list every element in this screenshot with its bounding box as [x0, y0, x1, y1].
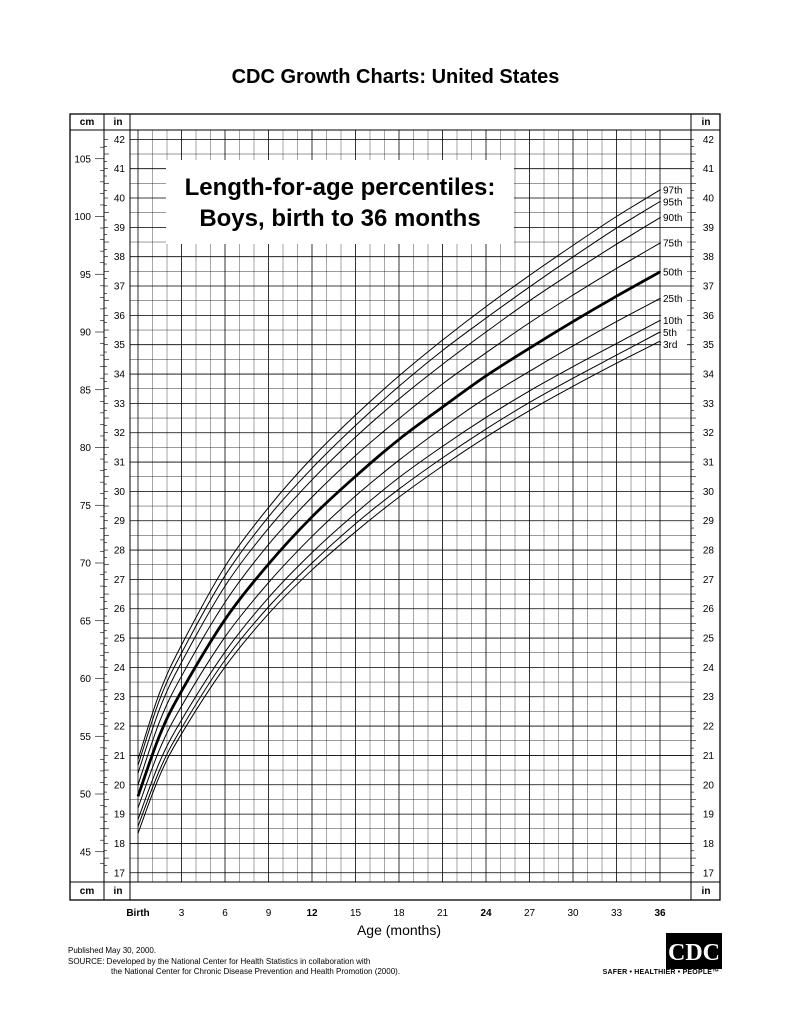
- inch-tick-label: 33: [113, 398, 125, 410]
- x-tick-label: 9: [265, 908, 272, 919]
- unit-label-cm-top: cm: [79, 117, 95, 128]
- inch-tick-label: 27: [113, 574, 125, 586]
- x-tick-label: 12: [306, 908, 318, 919]
- inch-tick-label-right: 22: [702, 721, 714, 733]
- percentile-label-25th: 25th: [663, 294, 683, 306]
- inch-tick-label-right: 30: [702, 486, 714, 498]
- inch-tick-label-right: 25: [702, 633, 714, 645]
- x-tick-label: 18: [393, 908, 405, 919]
- x-tick-label: 21: [436, 908, 449, 919]
- cm-tick-label: 45: [79, 847, 91, 859]
- x-tick-label: 15: [349, 908, 362, 919]
- percentile-label-10th: 10th: [663, 315, 683, 327]
- cm-tick-label: 55: [79, 731, 91, 743]
- cm-tick-label: 100: [74, 212, 91, 223]
- inch-tick-label: 38: [113, 252, 125, 264]
- unit-label-cm-bottom: cm: [79, 886, 95, 897]
- inch-tick-label: 42: [113, 134, 125, 146]
- inch-tick-label-right: 39: [702, 222, 714, 234]
- inch-tick-label-right: 36: [702, 310, 714, 322]
- inch-tick-label-right: 32: [702, 428, 714, 440]
- x-axis-label: Age (months): [356, 922, 442, 938]
- inch-tick-label: 26: [113, 604, 125, 616]
- inch-tick-label: 32: [113, 428, 125, 440]
- chart-title-box: [166, 160, 514, 244]
- cm-tick-label: 75: [79, 500, 91, 512]
- chart-title-line-2: Boys, birth to 36 months: [199, 205, 481, 232]
- cm-tick-label: 105: [74, 154, 91, 166]
- inch-tick-label: 37: [113, 281, 125, 293]
- inch-tick-label: 20: [113, 780, 125, 792]
- cdc-logo: [666, 933, 722, 969]
- inch-tick-label: 24: [113, 662, 125, 674]
- cdc-logo-text: CDC: [668, 940, 720, 966]
- percentile-label-75th: 75th: [663, 238, 683, 250]
- inch-tick-label-right: 28: [702, 545, 714, 557]
- footer-source: [68, 946, 400, 978]
- inch-tick-label-right: 17: [702, 868, 714, 880]
- inch-tick-label-right: 42: [702, 134, 714, 146]
- cm-tick-label: 60: [79, 674, 91, 685]
- unit-label-in-top: in: [113, 117, 123, 128]
- x-tick-label: 3: [178, 908, 185, 919]
- inch-tick-label: 18: [113, 838, 125, 850]
- cm-tick-label: 85: [79, 385, 91, 397]
- chart-title-line-1: Length-for-age percentiles:: [184, 174, 496, 201]
- inch-tick-label: 30: [113, 486, 125, 498]
- percentile-label-90th: 90th: [663, 213, 683, 225]
- cm-tick-label: 80: [79, 443, 91, 454]
- inch-tick-label-right: 40: [702, 193, 714, 205]
- cdc-tagline: SAFER • HEALTHIER • PEOPLE™: [602, 969, 720, 976]
- x-tick-label: 6: [222, 908, 228, 919]
- inch-tick-label: 35: [113, 340, 125, 352]
- unit-label-in-right-bottom: in: [701, 886, 711, 897]
- inch-tick-label-right: 41: [702, 164, 714, 176]
- inch-tick-label-right: 27: [702, 574, 714, 586]
- x-tick-label: 36: [654, 908, 666, 919]
- x-tick-label: 33: [610, 908, 623, 919]
- inch-tick-label-right: 18: [702, 838, 714, 850]
- x-tick-label: 24: [480, 908, 492, 919]
- inch-tick-label-right: 24: [702, 662, 714, 674]
- inch-tick-label: 40: [113, 193, 125, 205]
- inch-tick-label-right: 23: [702, 692, 714, 704]
- inch-tick-label: 22: [113, 721, 125, 733]
- inch-tick-label-right: 37: [702, 281, 714, 293]
- unit-label-in-right-top: in: [701, 117, 711, 128]
- inch-tick-label-right: 33: [702, 398, 714, 410]
- source-line-1: SOURCE: Developed by the National Center for Health Statistics in collaboration with: [68, 956, 371, 966]
- inch-tick-label-right: 21: [702, 750, 714, 762]
- inch-tick-label: 21: [113, 750, 125, 762]
- percentile-label-5th: 5th: [663, 327, 677, 339]
- cm-tick-label: 90: [79, 327, 91, 339]
- x-tick-label: 30: [567, 908, 579, 919]
- inch-tick-label-right: 26: [702, 604, 714, 616]
- percentile-label-95th: 95th: [663, 197, 683, 209]
- unit-label-in-bottom: in: [113, 886, 123, 897]
- inch-tick-label: 34: [113, 369, 125, 381]
- cm-tick-label: 65: [79, 616, 91, 628]
- inch-tick-label: 29: [113, 516, 125, 528]
- inch-tick-label-right: 35: [702, 340, 714, 352]
- x-tick-label: 27: [523, 908, 536, 919]
- cm-tick-label: 50: [79, 789, 91, 801]
- inch-tick-label-right: 38: [702, 252, 714, 264]
- cm-tick-label: 70: [79, 558, 91, 570]
- percentile-labels: [660, 184, 687, 351]
- inch-tick-label: 17: [113, 868, 125, 880]
- inch-tick-label: 23: [113, 692, 125, 704]
- inch-tick-label-right: 29: [702, 516, 714, 528]
- inch-tick-label-right: 31: [702, 457, 714, 469]
- x-tick-label: Birth: [126, 908, 150, 919]
- percentile-label-97th: 97th: [663, 185, 683, 197]
- inch-tick-label: 36: [113, 310, 125, 322]
- inch-tick-label: 31: [113, 457, 125, 469]
- percentile-label-3rd: 3rd: [663, 339, 678, 351]
- inch-tick-label: 41: [113, 164, 125, 176]
- inch-tick-label: 39: [113, 222, 125, 234]
- inch-tick-label-right: 34: [702, 369, 714, 381]
- inch-tick-label: 19: [113, 809, 125, 821]
- inch-tick-label: 25: [113, 633, 125, 645]
- published-date: Published May 30, 2000.: [68, 946, 157, 955]
- inch-tick-label-right: 19: [702, 809, 714, 821]
- percentile-label-50th: 50th: [663, 267, 683, 279]
- source-line-2: the National Center for Chronic Disease Prevention and Health Promotion (2000).: [111, 967, 401, 976]
- inch-tick-label: 28: [113, 545, 125, 557]
- cm-tick-label: 95: [79, 269, 91, 281]
- inch-tick-label-right: 20: [702, 780, 714, 792]
- page-title: CDC Growth Charts: United States: [231, 66, 560, 88]
